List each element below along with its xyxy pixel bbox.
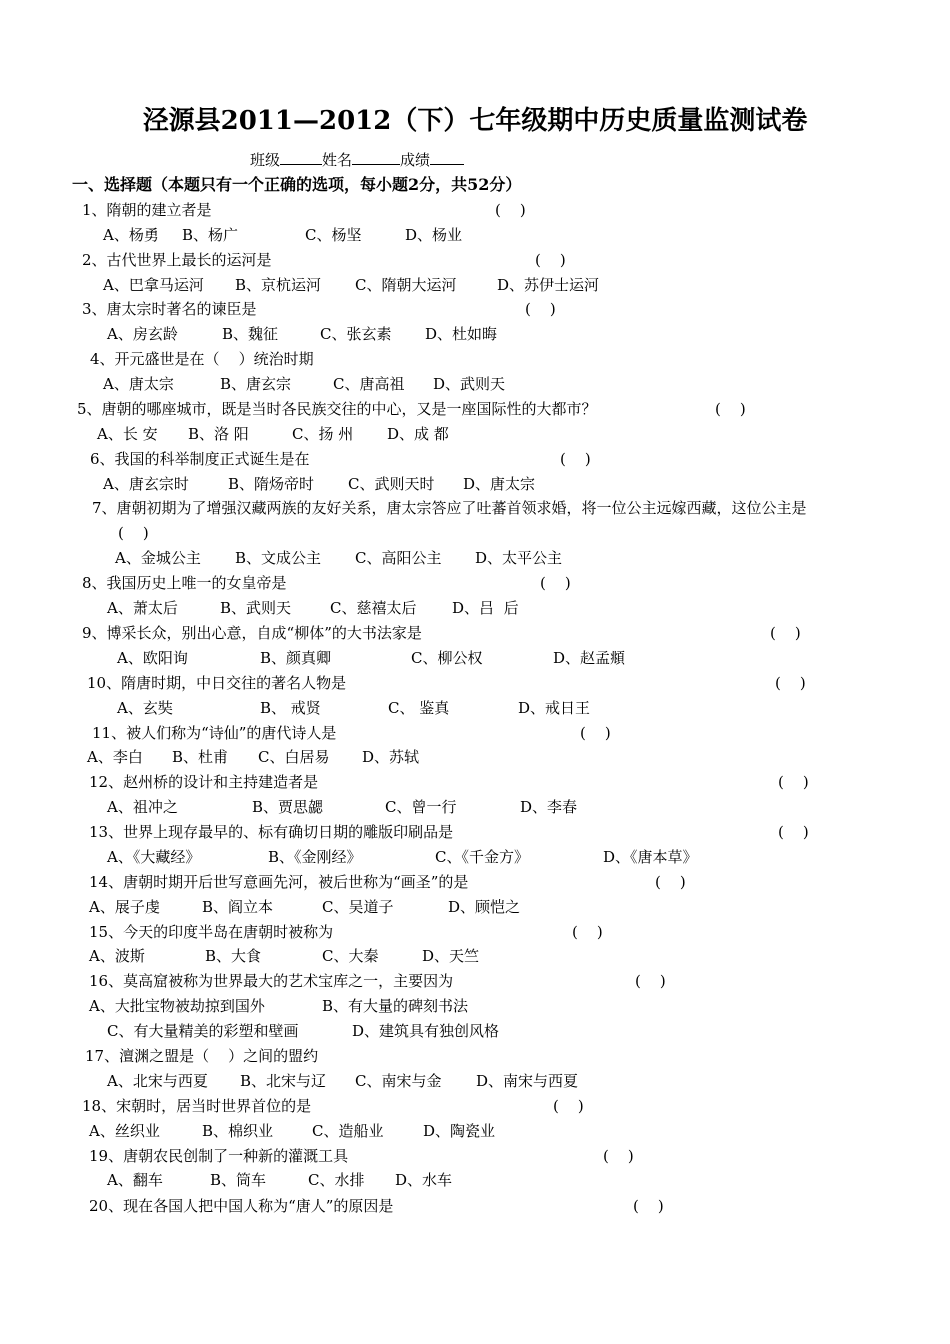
answer-option[interactable]: A、翻车 xyxy=(107,1171,163,1189)
answer-bracket[interactable]: ( ) xyxy=(603,1147,634,1165)
question-text: 12、赵州桥的设计和主持建造者是 xyxy=(89,773,319,791)
answer-option[interactable]: D、唐太宗 xyxy=(463,475,536,493)
answer-option[interactable]: B、杜甫 xyxy=(172,748,229,766)
answer-bracket[interactable]: ( ) xyxy=(525,300,556,318)
question-text: 10、隋唐时期，中日交往的著名人物是 xyxy=(87,674,347,692)
answer-option[interactable]: C、吴道子 xyxy=(322,898,394,916)
answer-bracket[interactable]: ( ) xyxy=(553,1097,584,1115)
question-text: 19、唐朝农民创制了一种新的灌溉工具 xyxy=(89,1147,349,1165)
answer-bracket[interactable]: ( ) xyxy=(580,724,611,742)
name-label: 姓名 xyxy=(322,151,353,169)
answer-bracket[interactable]: ( ) xyxy=(572,923,603,941)
answer-option[interactable]: A、长 安 xyxy=(97,425,158,443)
answer-option[interactable]: B、武则天 xyxy=(220,599,292,617)
answer-option[interactable]: A、丝织业 xyxy=(89,1122,160,1140)
question-text: 9、博采长众，别出心意，自成“柳体”的大书法家是 xyxy=(82,624,422,642)
answer-option[interactable]: C、有大量精美的彩塑和壁画 xyxy=(107,1022,299,1040)
question-text: 1、隋朝的建立者是 xyxy=(82,201,212,219)
answer-option[interactable]: D、水车 xyxy=(395,1171,453,1189)
answer-option[interactable]: B、杨广 xyxy=(182,226,239,244)
question-text: 8、我国历史上唯一的女皇帝是 xyxy=(82,574,287,592)
answer-bracket[interactable]: ( ) xyxy=(775,674,806,692)
answer-option[interactable]: D、李春 xyxy=(520,798,578,816)
answer-option[interactable]: C、隋朝大运河 xyxy=(355,276,457,294)
answer-option[interactable]: B、《金刚经》 xyxy=(268,848,362,866)
answer-option[interactable]: C、南宋与金 xyxy=(355,1072,442,1090)
question-text: 13、世界上现存最早的、标有确切日期的雕版印刷品是 xyxy=(89,823,454,841)
answer-option[interactable]: C、白居易 xyxy=(258,748,330,766)
answer-option[interactable]: C、杨坚 xyxy=(305,226,362,244)
answer-option[interactable]: A、波斯 xyxy=(89,947,145,965)
question-text: 6、我国的科举制度正式诞生是在 xyxy=(90,450,310,468)
answer-option[interactable]: C、水排 xyxy=(308,1171,365,1189)
answer-bracket[interactable]: ( ) xyxy=(495,201,526,219)
answer-option[interactable]: A、杨勇 xyxy=(103,226,159,244)
answer-bracket[interactable]: ( ) xyxy=(560,450,591,468)
answer-bracket[interactable]: ( ) xyxy=(778,823,809,841)
question-text: 11、被人们称为“诗仙”的唐代诗人是 xyxy=(92,724,337,742)
answer-bracket[interactable]: ( ) xyxy=(715,400,746,418)
answer-option[interactable]: D、成 都 xyxy=(387,425,449,443)
answer-option[interactable]: A、唐玄宗时 xyxy=(103,475,189,493)
question-text: 2、古代世界上最长的运河是 xyxy=(82,251,272,269)
answer-option[interactable]: D、顾恺之 xyxy=(448,898,521,916)
answer-option[interactable]: B、京杭运河 xyxy=(235,276,322,294)
answer-option[interactable]: D、陶瓷业 xyxy=(423,1122,496,1140)
answer-option[interactable]: C、武则天时 xyxy=(348,475,435,493)
answer-option[interactable]: B、颜真卿 xyxy=(260,649,332,667)
answer-option[interactable]: D、苏伊士运河 xyxy=(497,276,600,294)
answer-option[interactable]: A、房玄龄 xyxy=(107,325,178,343)
answer-bracket[interactable]: ( ) xyxy=(118,524,149,542)
answer-option[interactable]: C、高阳公主 xyxy=(355,549,442,567)
question-text: 20、现在各国人把中国人称为“唐人”的原因是 xyxy=(89,1197,394,1215)
question-text: 3、唐太宗时著名的谏臣是 xyxy=(82,300,257,318)
score-label: 成绩 xyxy=(400,151,431,169)
answer-option[interactable]: C、 鉴真 xyxy=(388,699,450,717)
answer-option[interactable]: B、北宋与辽 xyxy=(240,1072,327,1090)
answer-option[interactable]: C、《千金方》 xyxy=(435,848,529,866)
class-label: 班级 xyxy=(250,151,281,169)
page-title: 泾源县2011—2012（下）七年级期中历史质量监测试卷 xyxy=(142,106,808,136)
answer-option[interactable]: A、祖冲之 xyxy=(107,798,178,816)
class-blank[interactable] xyxy=(280,150,322,165)
answer-option[interactable]: D、戒日王 xyxy=(518,699,591,717)
answer-option[interactable]: B、唐玄宗 xyxy=(220,375,292,393)
answer-option[interactable]: A、北宋与西夏 xyxy=(107,1072,208,1090)
answer-option[interactable]: B、有大量的碑刻书法 xyxy=(322,997,469,1015)
answer-bracket[interactable]: ( ) xyxy=(540,574,571,592)
answer-option[interactable]: D、杨业 xyxy=(405,226,463,244)
answer-bracket[interactable]: ( ) xyxy=(770,624,801,642)
answer-bracket[interactable]: ( ) xyxy=(778,773,809,791)
answer-bracket[interactable]: ( ) xyxy=(635,972,666,990)
answer-bracket[interactable]: ( ) xyxy=(535,251,566,269)
answer-option[interactable]: A、欧阳询 xyxy=(117,649,188,667)
answer-option[interactable]: C、唐高祖 xyxy=(333,375,405,393)
answer-option[interactable]: C、扬 州 xyxy=(292,425,354,443)
section-heading: 一、选择题（本题只有一个正确的选项，每小题2分，共52分） xyxy=(72,175,522,194)
student-info-line xyxy=(250,150,464,170)
answer-option[interactable]: D、赵孟頫 xyxy=(553,649,626,667)
answer-bracket[interactable]: ( ) xyxy=(655,873,686,891)
question-text: 15、今天的印度半岛在唐朝时被称为 xyxy=(89,923,334,941)
answer-option[interactable]: A、唐太宗 xyxy=(103,375,174,393)
answer-option[interactable]: D、杜如晦 xyxy=(425,325,498,343)
score-blank[interactable] xyxy=(430,150,464,165)
answer-option[interactable]: A、《大藏经》 xyxy=(107,848,201,866)
answer-option[interactable]: B、文成公主 xyxy=(235,549,322,567)
answer-option[interactable]: D、武则天 xyxy=(433,375,506,393)
answer-option[interactable]: D、《唐本草》 xyxy=(603,848,698,866)
answer-option[interactable]: A、李白 xyxy=(87,748,143,766)
name-blank[interactable] xyxy=(352,150,400,165)
answer-option[interactable]: D、天竺 xyxy=(422,947,480,965)
answer-option[interactable]: D、太平公主 xyxy=(475,549,563,567)
question-text: 16、莫高窟被称为世界最大的艺术宝库之一，主要因为 xyxy=(89,972,454,990)
answer-option[interactable]: B、隋炀帝时 xyxy=(228,475,315,493)
answer-option[interactable]: C、慈禧太后 xyxy=(330,599,417,617)
answer-option[interactable]: D、建筑具有独创风格 xyxy=(352,1022,500,1040)
answer-option[interactable]: B、魏征 xyxy=(222,325,279,343)
question-text: 14、唐朝时期开后世写意画先河，被后世称为“画圣”的是 xyxy=(89,873,469,891)
answer-option[interactable]: A、金城公主 xyxy=(115,549,201,567)
answer-option[interactable]: C、柳公权 xyxy=(411,649,483,667)
answer-option[interactable]: B、贾思勰 xyxy=(252,798,324,816)
answer-option[interactable]: D、吕 后 xyxy=(452,599,519,617)
answer-option[interactable]: C、张玄素 xyxy=(320,325,392,343)
answer-option[interactable]: C、大秦 xyxy=(322,947,379,965)
question-text: 5、唐朝的哪座城市，既是当时各民族交往的中心，又是一座国际性的大都市？ xyxy=(77,400,597,418)
answer-option[interactable]: C、曾一行 xyxy=(385,798,457,816)
answer-option[interactable]: B、大食 xyxy=(205,947,262,965)
answer-option[interactable]: B、 戒贤 xyxy=(260,699,321,717)
answer-option[interactable]: A、玄奘 xyxy=(117,699,173,717)
answer-option[interactable]: D、苏轼 xyxy=(362,748,420,766)
question-text: 17、澶渊之盟是（ ）之间的盟约 xyxy=(85,1047,319,1065)
answer-option[interactable]: B、洛 阳 xyxy=(188,425,249,443)
answer-bracket[interactable]: ( ) xyxy=(633,1197,664,1215)
question-text: 7、唐朝初期为了增强汉藏两族的友好关系，唐太宗答应了吐蕃首领求婚，将一位公主远嫁西藏，这位公主是 xyxy=(92,499,807,517)
answer-option[interactable]: B、阎立本 xyxy=(202,898,274,916)
answer-option[interactable]: A、萧太后 xyxy=(107,599,178,617)
answer-option[interactable]: B、筒车 xyxy=(210,1171,267,1189)
answer-option[interactable]: A、大批宝物被劫掠到国外 xyxy=(89,997,265,1015)
question-text: 18、宋朝时，居当时世界首位的是 xyxy=(82,1097,312,1115)
answer-option[interactable]: A、巴拿马运河 xyxy=(103,276,204,294)
answer-option[interactable]: C、造船业 xyxy=(312,1122,384,1140)
answer-option[interactable]: A、展子虔 xyxy=(89,898,160,916)
answer-option[interactable]: B、棉织业 xyxy=(202,1122,274,1140)
answer-option[interactable]: D、南宋与西夏 xyxy=(476,1072,579,1090)
question-text: 4、开元盛世是在（ ）统治时期 xyxy=(90,350,314,368)
